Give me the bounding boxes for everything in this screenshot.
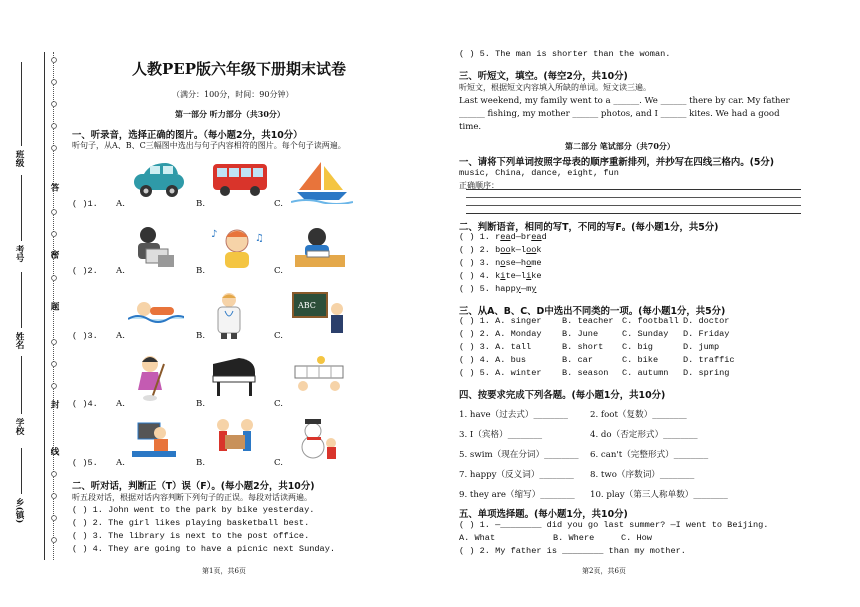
alphabet-task-title: 一、请将下列单词按照字母表的顺序重新排列，并抄写在四线三格内。(5分) xyxy=(459,157,775,168)
odd-item-option: B. car xyxy=(562,355,593,365)
section1-title: 一、听录音，选择正确的图片。（每小题2分，共10分） xyxy=(72,130,303,141)
option-letter: C. xyxy=(274,199,284,209)
odd-item-option: B. season xyxy=(562,368,609,378)
choice-question-1: ( ) 1. —________ did you go last summer? —I went to Beijing. xyxy=(459,520,769,530)
passage-line: time. xyxy=(459,122,482,132)
odd-item-option: D. traffic xyxy=(683,355,735,365)
listen-fill-desc: 听短文，根据短文内容填入所缺的单词。短文读三遍。 xyxy=(459,83,651,92)
car-picture[interactable] xyxy=(128,160,190,204)
odd-item-option: D. doctor xyxy=(683,316,730,326)
volleyball-picture[interactable] xyxy=(291,354,347,402)
school-blank[interactable] xyxy=(21,356,22,414)
section1-desc: 听句子，从A、B、C三幅图中选出与句子内容相符的图片。每个句子读两遍。 xyxy=(72,141,346,150)
option-letter: A. xyxy=(116,331,125,341)
option-letter: B. xyxy=(196,331,206,341)
reading-man-picture[interactable] xyxy=(128,225,178,273)
svg-text:♪: ♪ xyxy=(211,229,218,240)
drawing-boy-picture[interactable] xyxy=(291,225,347,273)
picture-row-number[interactable]: ( )1. xyxy=(72,199,98,209)
odd-item-option: C. big xyxy=(622,342,653,352)
score-time: （满分：100分，时间：90分钟） xyxy=(172,90,294,99)
option-letter: A. xyxy=(116,399,125,409)
odd-item-option: D. jump xyxy=(683,342,720,352)
exam-number-blank[interactable] xyxy=(21,175,22,241)
option-letter: B. xyxy=(196,266,206,276)
four-line-grid[interactable] xyxy=(466,189,801,213)
passage-line: ______ fishing, my mother ______ photos, and I ______ kites. We had a good xyxy=(459,109,780,119)
listen-fill-title: 三、听短文，填空。(每空2分，共10分) xyxy=(459,71,628,82)
option-letter: C. xyxy=(274,458,284,468)
school-label: 学校 xyxy=(14,418,24,436)
correct-order-label: 正确顺序： xyxy=(459,181,499,190)
odd-item-option: B. short xyxy=(562,342,604,352)
odd-item-first: ( ) 3. A. tall xyxy=(459,342,532,352)
tf-item: ( ) 1. John went to the park by bike yesterday. xyxy=(72,505,315,515)
swimming-boy-picture[interactable] xyxy=(128,291,184,335)
seal-word: 题 xyxy=(49,302,59,311)
picture-row-number[interactable]: ( )2. xyxy=(72,266,98,276)
odd-item-first: ( ) 4. A. bus xyxy=(459,355,527,365)
name-label: 姓名 xyxy=(14,332,24,350)
doctor-picture[interactable] xyxy=(209,291,249,343)
seal-word: 封 xyxy=(49,400,59,409)
bus-picture[interactable] xyxy=(209,160,271,204)
teacher-picture[interactable] xyxy=(291,291,347,341)
computer-kid-picture[interactable] xyxy=(128,417,178,465)
transform-item[interactable]: 7. happy（反义词）________ xyxy=(459,470,574,480)
odd-item-option: D. spring xyxy=(683,368,730,378)
picture-row-number[interactable]: ( )5. xyxy=(72,458,98,468)
transform-item[interactable]: 10. play（第三人称单数）________ xyxy=(590,490,728,500)
odd-one-out-title: 三、从A、B、C、D中选出不同类的一项。(每小题1分，共5分) xyxy=(459,306,726,317)
choice-title: 五、单项选择题。(每小题1分，共10分) xyxy=(459,509,628,520)
seal-word: 答 xyxy=(49,183,59,192)
phonics-item: ( ) 1. read—bread xyxy=(459,232,547,242)
tf-item: ( ) 3. The library is next to the post office. xyxy=(72,531,310,541)
odd-item-first: ( ) 1. A. singer xyxy=(459,316,542,326)
option-letter: B. xyxy=(196,399,206,409)
tf-item: ( ) 2. The girl likes playing basketball best. xyxy=(72,518,310,528)
cleaning-girl-picture[interactable] xyxy=(128,354,178,406)
name-blank[interactable] xyxy=(21,272,22,328)
transform-item[interactable]: 4. do（否定形式）________ xyxy=(590,430,698,440)
option-letter: B. xyxy=(196,199,206,209)
page-title: 人教PEP版六年级下册期末试卷 xyxy=(132,60,346,78)
option-letter: C. xyxy=(274,331,284,341)
svg-text:ABC: ABC xyxy=(298,301,316,310)
transform-item[interactable]: 8. two（序数词）________ xyxy=(590,470,695,480)
transform-item[interactable]: 9. they are（缩写）________ xyxy=(459,490,575,500)
phonics-item: ( ) 5. happy—my xyxy=(459,284,537,294)
tf-item: ( ) 5. The man is shorter than the woman. xyxy=(459,49,671,59)
picture-row-number[interactable]: ( )3. xyxy=(72,331,98,341)
snowman-picture[interactable] xyxy=(291,417,341,467)
option-letter: C. xyxy=(274,399,284,409)
piano-picture[interactable] xyxy=(209,354,259,402)
odd-item-option: D. Friday xyxy=(683,329,730,339)
seal-word: 密 xyxy=(49,250,59,259)
transform-item[interactable]: 6. can't（完整形式）________ xyxy=(590,450,709,460)
town-label: 乡(镇) xyxy=(14,498,24,524)
page-number-1: 第1页，共6页 xyxy=(202,567,246,575)
exam-number-label: 考号 xyxy=(14,245,24,263)
picture-row-number[interactable]: ( )4. xyxy=(72,399,98,409)
transform-item[interactable]: 2. foot（复数）________ xyxy=(590,410,687,420)
transform-item[interactable]: 5. swim（现在分词）________ xyxy=(459,450,579,460)
part1-heading: 第一部分 听力部分（共30分） xyxy=(175,109,285,119)
sailboat-picture[interactable] xyxy=(291,160,353,208)
passage-line: Last weekend, my family went to a ______. We ______ there by car. My father xyxy=(459,96,790,106)
svg-text:♫: ♫ xyxy=(255,233,264,244)
choice-option: A. What xyxy=(459,533,496,543)
option-letter: A. xyxy=(116,199,125,209)
option-letter: B. xyxy=(196,458,206,468)
binding-line xyxy=(44,52,45,560)
option-letter: A. xyxy=(116,458,125,468)
odd-item-option: C. football xyxy=(622,316,679,326)
section2-title: 二、听对话，判断正（T）误（F）。(每小题2分，共10分) xyxy=(72,481,315,492)
binding-margin xyxy=(0,0,60,607)
transform-item[interactable]: 3. I（宾格）________ xyxy=(459,430,543,440)
phonics-item: ( ) 4. kite—like xyxy=(459,271,542,281)
odd-item-option: B. June xyxy=(562,329,599,339)
odd-item-option: B. teacher xyxy=(562,316,614,326)
word-list: music, China, dance, eight, fun xyxy=(459,168,619,178)
choice-question-2: ( ) 2. My father is ________ than my mother. xyxy=(459,546,686,556)
class-blank[interactable] xyxy=(21,62,22,146)
odd-item-option: C. Sunday xyxy=(622,329,669,339)
odd-item-option: C. autumn xyxy=(622,368,669,378)
choice-option: B. Where xyxy=(553,533,595,543)
option-letter: A. xyxy=(116,266,125,276)
singing-boy-picture[interactable] xyxy=(209,225,265,275)
odd-item-first: ( ) 5. A. winter xyxy=(459,368,542,378)
choice-option: C. How xyxy=(621,533,652,543)
section2-desc: 听五段对话，根据对话内容判断下列句子的正误。每段对话读两遍。 xyxy=(72,493,312,502)
page-number-2: 第2页，共6页 xyxy=(582,567,626,575)
phonics-title: 二、判断语音，相同的写T，不同的写F。(每小题1分，共5分) xyxy=(459,222,719,233)
odd-item-option: C. bike xyxy=(622,355,659,365)
transform-title: 四、按要求完成下列各题。(每小题1分，共10分) xyxy=(459,390,666,401)
seal-word: 线 xyxy=(49,447,59,456)
tf-item: ( ) 4. They are going to have a picnic next Sunday. xyxy=(72,544,336,554)
option-letter: C. xyxy=(274,266,284,276)
moving-box-picture[interactable] xyxy=(209,417,259,467)
transform-item[interactable]: 1. have（过去式）________ xyxy=(459,410,568,420)
town-blank[interactable] xyxy=(21,448,22,494)
odd-item-first: ( ) 2. A. Monday xyxy=(459,329,542,339)
phonics-item: ( ) 3. nose—home xyxy=(459,258,542,268)
class-label: 班级 xyxy=(14,150,24,168)
part2-heading: 第二部分 笔试部分（共70分） xyxy=(565,141,675,151)
phonics-item: ( ) 2. book—look xyxy=(459,245,542,255)
